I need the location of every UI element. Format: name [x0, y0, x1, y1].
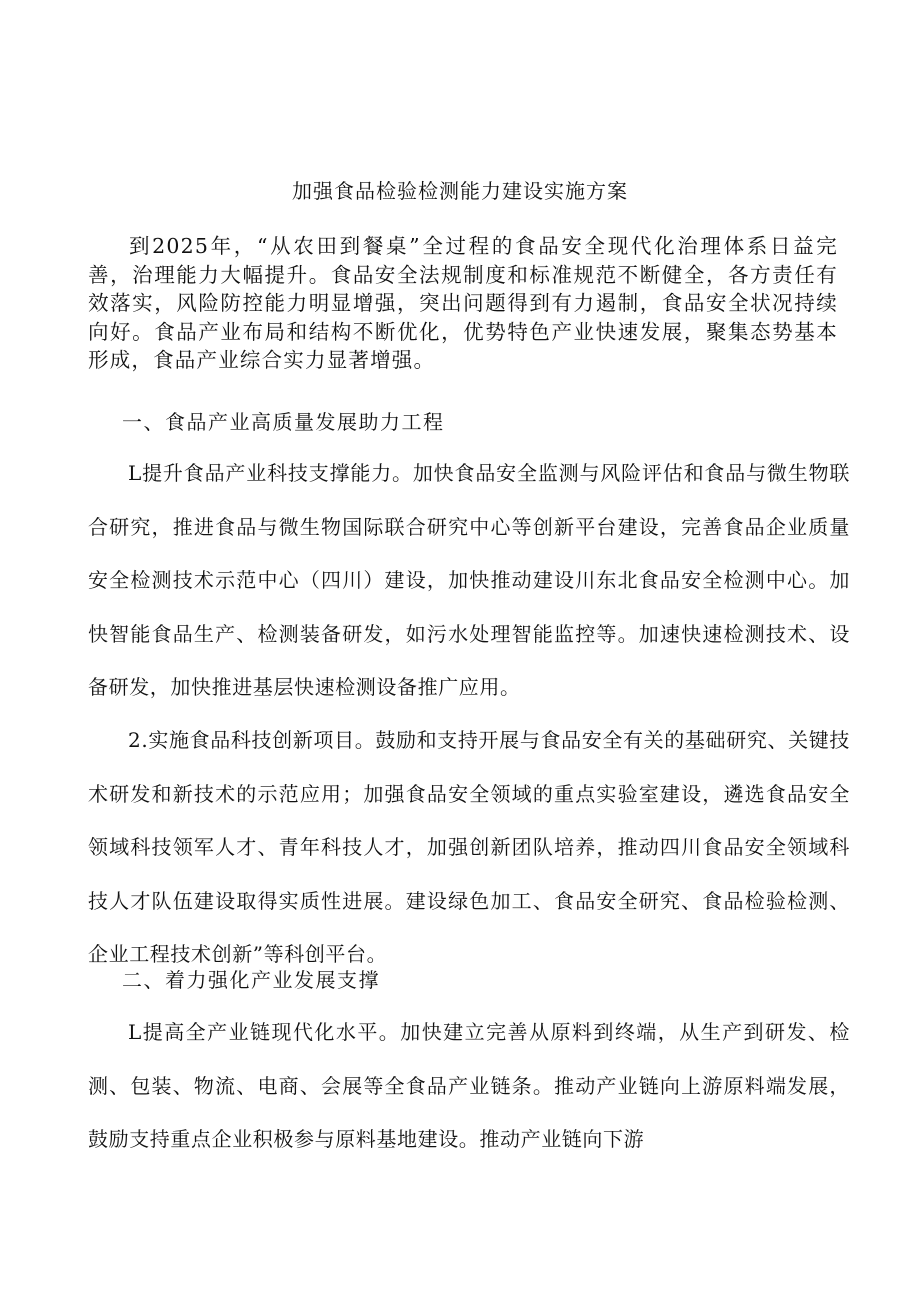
section-heading-2: 二、着力强化产业发展支撑	[122, 968, 380, 992]
section-heading-1: 一、食品产业高质量发展助力工程	[122, 410, 445, 434]
section1-paragraph-2: 2.实施食品科技创新项目。鼓励和支持开展与食品安全有关的基础研究、关键技术研发和新技术的示范应用；加强食品安全领域的重点实验室建设，遴选食品安全领域科技领军人才、青年科技人才，加强创新团队培养，推动四川食品安全领域科技人才队伍建设取得实质性进展。建设绿色加工、食品安全研究、食品检验检测、企业工程技术创新”等科创平台。	[88, 728, 850, 966]
document-title: 加强食品检验检测能力建设实施方案	[292, 179, 628, 203]
section2-paragraph-1: L提高全产业链现代化水平。加快建立完善从原料到终端，从生产到研发、检测、包装、物流、电商、会展等全食品产业链条。推动产业链向上游原料端发展，鼓励支持重点企业积极参与原料基地建设。推动产业链向下游	[88, 1020, 850, 1151]
intro-paragraph: 到2025年，“从农田到餐桌”全过程的食品安全现代化治理体系日益完善，治理能力大幅提升。食品安全法规制度和标准规范不断健全，各方责任有效落实，风险防控能力明显增强，突出问题得到有力遏制，食品安全状况持续向好。食品产业布局和结构不断优化，优势特色产业快速发展，聚集态势基本形成，食品产业综合实力显著增强。	[88, 234, 838, 372]
section1-paragraph-1: L提升食品产业科技支撑能力。加快食品安全监测与风险评估和食品与微生物联合研究，推进食品与微生物国际联合研究中心等创新平台建设，完善食品企业质量安全检测技术示范中心（四川）建设，加快推动建设川东北食品安全检测中心。加快智能食品生产、检测装备研发，如污水处理智能监控等。加速快速检测技术、设备研发，加快推进基层快速检测设备推广应用。	[88, 461, 850, 699]
